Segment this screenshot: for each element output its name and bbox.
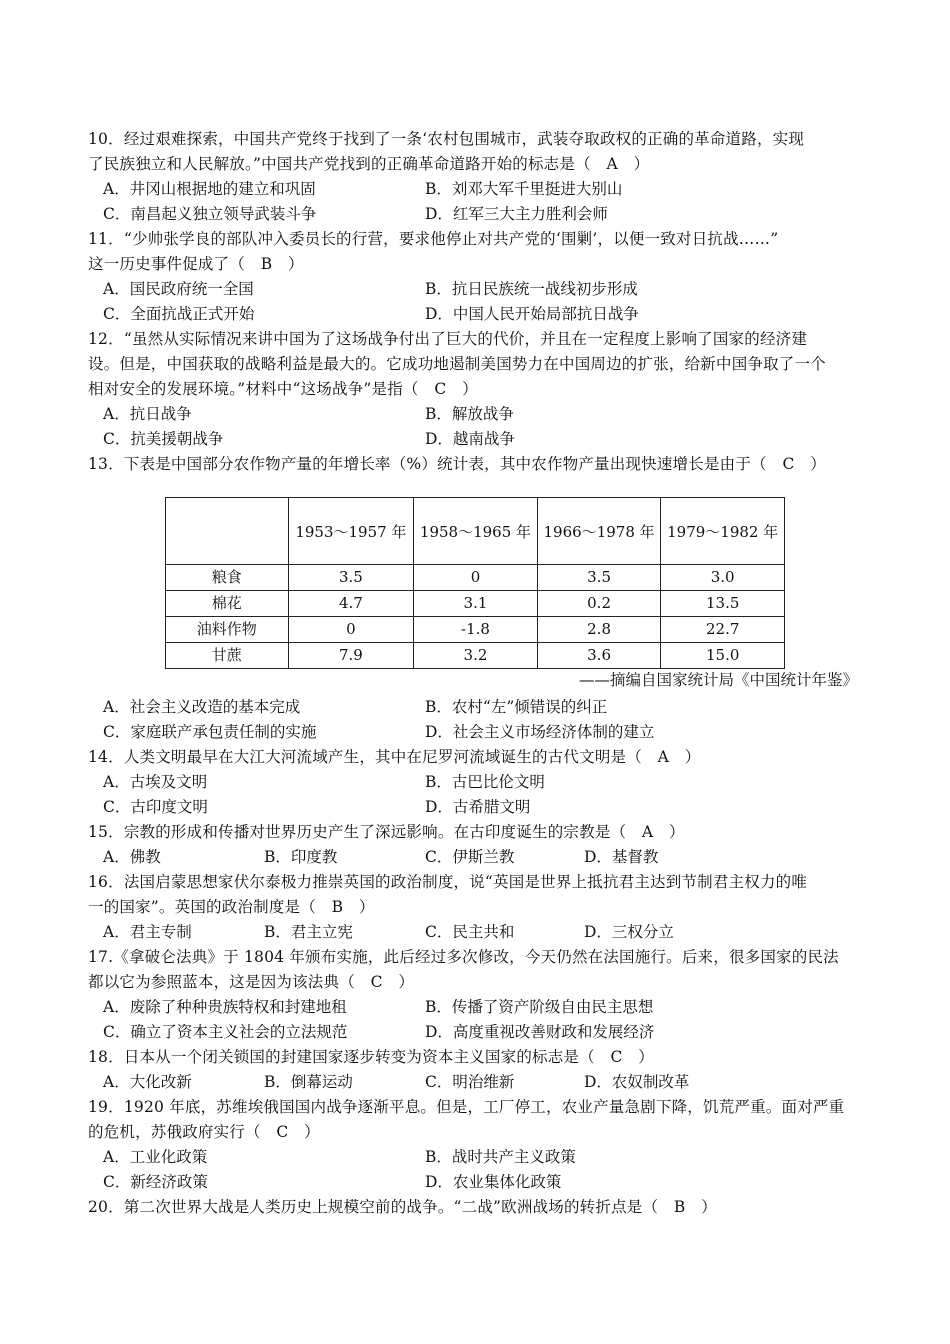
- q12-option-a: A．抗日战争: [103, 405, 192, 423]
- table-cell: 3.0: [661, 565, 785, 591]
- table-row: [166, 591, 785, 617]
- q19-stem-line1: 19．1920 年底，苏维埃俄国国内战争逐渐平息。但是，工厂停工，农业产量急剧下降，饥荒严重。面对严重: [88, 1098, 845, 1116]
- table-cell: 0: [288, 617, 414, 643]
- table-cell: 13.5: [661, 591, 785, 617]
- table-cell: 0.2: [537, 591, 661, 617]
- table-cell: 2.8: [537, 617, 661, 643]
- table-header-row: [166, 498, 785, 565]
- q15-stem-line1: 15．宗教的形成和传播对世界历史产生了深远影响。在古印度诞生的宗教是（ A ）: [88, 823, 685, 841]
- q10-option-d: D．红军三大主力胜利会师: [425, 205, 608, 223]
- q11-stem-line2: 这一历史事件促成了（ B ）: [88, 255, 304, 273]
- q17-stem-line1: 17.《拿破仑法典》于 1804 年颁布实施，此后经过多次修改，今天仍然在法国施行。后来，很多国家的民法: [88, 948, 839, 966]
- q17-stem-line2: 都以它为参照蓝本，这是因为该法典（ C ）: [88, 973, 415, 991]
- q18-option-c: C．明治维新: [425, 1073, 515, 1091]
- table-header-cell: [166, 498, 289, 565]
- q11-option-a: A．国民政府统一全国: [103, 280, 254, 298]
- q17-option-d: D．高度重视改善财政和发展经济: [425, 1023, 655, 1041]
- q14-option-d: D．古希腊文明: [425, 798, 531, 816]
- q18-option-b: B．倒幕运动: [264, 1073, 353, 1091]
- q18-stem-line1: 18．日本从一个闭关锁国的封建国家逐步转变为资本主义国家的标志是（ C ）: [88, 1048, 654, 1066]
- table-cell: 3.2: [414, 643, 538, 669]
- q16-option-b: B．君主立宪: [264, 923, 353, 941]
- q12-option-d: D．越南战争: [425, 430, 515, 448]
- table-row: [166, 565, 785, 591]
- q10-stem-line2: 了民族独立和人民解放。”中国共产党找到的正确革命道路开始的标志是（ A ）: [88, 155, 650, 173]
- q13-option-b: B．农村“左”倾错误的纠正: [425, 698, 608, 716]
- q19-stem-line2: 的危机，苏俄政府实行（ C ）: [88, 1123, 320, 1141]
- q14-option-a: A．古埃及文明: [103, 773, 208, 791]
- q12-stem-line1: 12．“虽然从实际情况来讲中国为了这场战争付出了巨大的代价，并且在一定程度上影响了国家的经济建: [88, 330, 808, 348]
- q19-option-b: B．战时共产主义政策: [425, 1148, 576, 1166]
- q13-stem-line1: 13．下表是中国部分农作物产量的年增长率（%）统计表，其中农作物产量出现快速增长是由于（ C ）: [88, 455, 826, 473]
- q16-stem-line2: 一的国家”。英国的政治制度是（ B ）: [88, 898, 375, 916]
- q16-option-a: A．君主专制: [103, 923, 192, 941]
- q16-stem-line1: 16．法国启蒙思想家伏尔泰极力推崇英国的政治制度，说“英国是世界上抵抗君主达到节制君主权力的唯: [88, 873, 808, 891]
- table-cell: 0: [414, 565, 538, 591]
- q18-option-d: D．农奴制改革: [584, 1073, 690, 1091]
- table-header-cell: 1958～1965 年: [414, 498, 538, 565]
- q12-option-c: C．抗美援朝战争: [103, 430, 224, 448]
- table-header-cell: 1953～1957 年: [288, 498, 414, 565]
- table-cell: 4.7: [288, 591, 414, 617]
- table-row: [166, 617, 785, 643]
- q17-option-b: B．传播了资产阶级自由民主思想: [425, 998, 654, 1016]
- q13-option-a: A．社会主义改造的基本完成: [103, 698, 301, 716]
- q13-option-c: C．家庭联产承包责任制的实施: [103, 723, 317, 741]
- q14-option-b: B．古巴比伦文明: [425, 773, 545, 791]
- q12-stem-line2: 设。但是，中国获取的战略利益是最大的。它成功地遏制美国势力在中国周边的扩张，给新中国争取了一个: [88, 355, 826, 373]
- table-cell: 甘蔗: [166, 643, 289, 669]
- q13-option-d: D．社会主义市场经济体制的建立: [425, 723, 655, 741]
- q11-option-d: D．中国人民开始局部抗日战争: [425, 305, 639, 323]
- q12-stem-line3: 相对安全的发展环境。”材料中“这场战争”是指（ C ）: [88, 380, 478, 398]
- q10-stem-line1: 10．经过艰难探索，中国共产党终于找到了一条‘农村包围城市，武装夺取政权的正确的革命道路，实现: [88, 130, 805, 148]
- q11-option-b: B．抗日民族统一战线初步形成: [425, 280, 638, 298]
- table-cell: 3.1: [414, 591, 538, 617]
- table-source: ——摘编自国家统计局《中国统计年鉴》: [578, 671, 858, 689]
- q11-stem-line1: 11．“少帅张学良的部队冲入委员长的行营，要求他停止对共产党的‘围剿’，以便一致对日抗战……”: [88, 230, 779, 248]
- q12-option-b: B．解放战争: [425, 405, 514, 423]
- q11-option-c: C．全面抗战正式开始: [103, 305, 255, 323]
- q10-option-b: B．刘邓大军千里挺进大别山: [425, 180, 623, 198]
- q16-option-c: C．民主共和: [425, 923, 515, 941]
- q19-option-d: D．农业集体化政策: [425, 1173, 562, 1191]
- q10-option-a: A．井冈山根据地的建立和巩固: [103, 180, 316, 198]
- table-cell: 3.5: [288, 565, 414, 591]
- table-cell: 7.9: [288, 643, 414, 669]
- q20-stem-line1: 20．第二次世界大战是人类历史上规模空前的战争。“二战”欧洲战场的转折点是（ B ）: [88, 1198, 717, 1216]
- table-cell: -1.8: [414, 617, 538, 643]
- table-cell: 3.5: [537, 565, 661, 591]
- q14-option-c: C．古印度文明: [103, 798, 208, 816]
- table-cell: 粮食: [166, 565, 289, 591]
- q19-option-a: A．工业化政策: [103, 1148, 208, 1166]
- table-cell: 15.0: [661, 643, 785, 669]
- q15-option-a: A．佛教: [103, 848, 161, 866]
- q14-stem-line1: 14．人类文明最早在大江大河流域产生，其中在尼罗河流域诞生的古代文明是（ A ）: [88, 748, 701, 766]
- table-cell: 棉花: [166, 591, 289, 617]
- q17-option-a: A．废除了种种贵族特权和封建地租: [103, 998, 347, 1016]
- table-cell: 3.6: [537, 643, 661, 669]
- table-header-cell: 1979～1982 年: [661, 498, 785, 565]
- q18-option-a: A．大化改新: [103, 1073, 192, 1091]
- q16-option-d: D．三权分立: [584, 923, 674, 941]
- table-row: [166, 643, 785, 669]
- q10-option-c: C．南昌起义独立领导武装斗争: [103, 205, 317, 223]
- q15-option-d: D．基督教: [584, 848, 659, 866]
- table-header-cell: 1966～1978 年: [537, 498, 661, 565]
- table-cell: 油料作物: [166, 617, 289, 643]
- table-cell: 22.7: [661, 617, 785, 643]
- q17-option-c: C．确立了资本主义社会的立法规范: [103, 1023, 348, 1041]
- q15-option-b: B．印度教: [264, 848, 338, 866]
- q19-option-c: C．新经济政策: [103, 1173, 208, 1191]
- q15-option-c: C．伊斯兰教: [425, 848, 515, 866]
- crop-growth-table: [165, 497, 785, 669]
